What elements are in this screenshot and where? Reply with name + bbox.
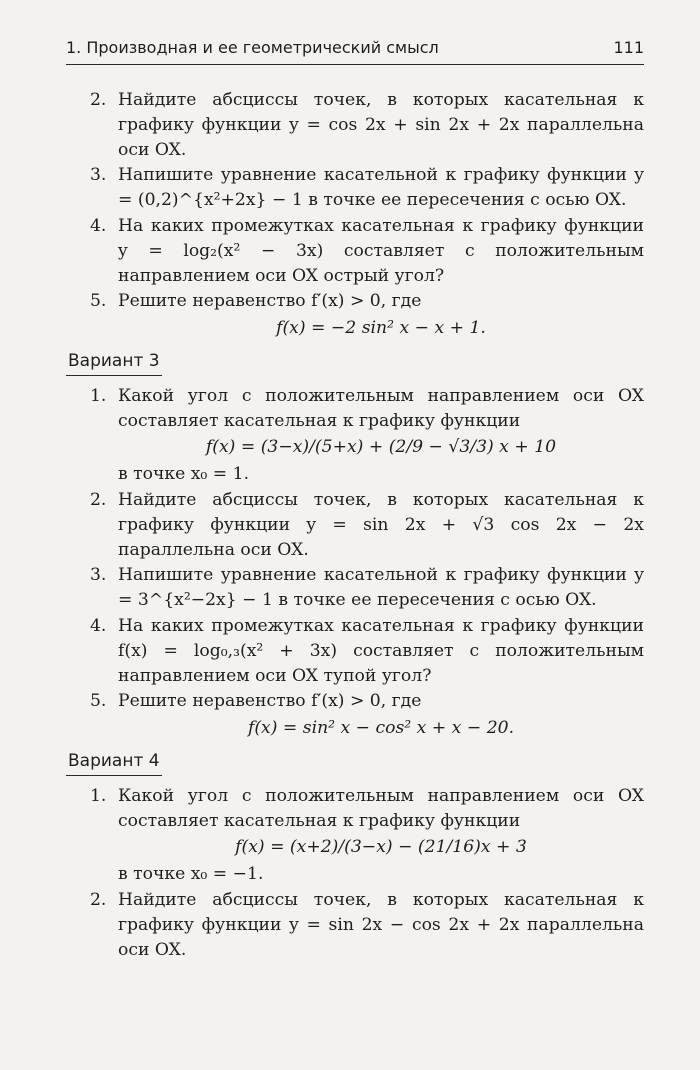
task-number: 3.	[90, 165, 107, 186]
task-number: 5.	[90, 291, 107, 312]
task-text: На каких промежутках касательная к графику функции f(x) = log₀,₃(x² + 3x) составляет с положительным направлением оси OX тупой угол?	[118, 615, 644, 686]
task-number: 5.	[90, 691, 107, 712]
task-a-5	[66, 289, 644, 341]
task-a-3	[66, 163, 644, 213]
task-v4-2	[66, 888, 644, 962]
task-point: в точке x₀ = −1.	[118, 864, 264, 885]
page-content	[66, 88, 644, 963]
task-text: Какой угол с положительным направлением оси OX составляет касательная к графику функции	[118, 785, 644, 831]
task-v3-3	[66, 563, 644, 613]
task-number: 2.	[90, 90, 107, 110]
task-text: На каких промежутках касательная к графику функции y = log₂(x² − 3x) составляет с положительным направлением оси OX острый угол?	[118, 215, 644, 286]
task-v3-1	[66, 384, 644, 487]
task-number: 2.	[90, 889, 107, 910]
task-text: Найдите абсциссы точек, в которых касательная к графику функции y = sin 2x − cos 2x + 2x параллельна оси OX.	[118, 889, 644, 960]
task-number: 3.	[90, 565, 107, 586]
variant-heading: Вариант 3	[66, 349, 162, 376]
task-v3-2	[66, 488, 644, 562]
task-number: 4.	[90, 615, 107, 636]
task-number: 1.	[90, 785, 107, 806]
task-text: Напишите уравнение касательной к графику функции y = 3^{x²−2x} − 1 в точке ее пересечения с осью OX.	[118, 565, 644, 611]
task-text: Найдите абсциссы точек, в которых касательная к графику функции y = cos 2x + sin 2x + 2x параллельна оси OX.	[118, 90, 644, 160]
task-text: Какой угол с положительным направлением оси OX составляет касательная к графику функции	[118, 385, 644, 431]
task-number: 2.	[90, 489, 107, 510]
task-formula: f(x) = (3−x)/(5+x) + (2/9 − √3/3) x + 10	[205, 437, 557, 458]
variant-heading: Вариант 4	[66, 749, 162, 776]
task-a-4	[66, 214, 644, 288]
task-formula: f(x) = −2 sin² x − x + 1.	[276, 318, 486, 339]
page-number: 111	[613, 38, 644, 57]
chapter-title: 1. Производная и ее геометрический смысл	[66, 38, 439, 57]
task-a-2	[66, 88, 644, 162]
running-head	[66, 34, 644, 65]
task-point: в точке x₀ = 1.	[118, 464, 250, 485]
task-formula: f(x) = (x+2)/(3−x) − (21/16)x + 3	[235, 837, 527, 858]
task-text: Решите неравенство f′(x) > 0, где	[118, 291, 422, 312]
task-text: Напишите уравнение касательной к графику функции y = (0,2)^{x²+2x} − 1 в точке ее пересечения с осью OX.	[118, 165, 644, 211]
task-formula: f(x) = sin² x − cos² x + x − 20.	[247, 718, 515, 739]
task-v4-1	[66, 784, 644, 887]
task-number: 4.	[90, 215, 107, 236]
task-v3-4	[66, 614, 644, 688]
task-text: Найдите абсциссы точек, в которых касательная к графику функции y = sin 2x + √3 cos 2x − 2x параллельна оси OX.	[118, 489, 644, 560]
task-number: 1.	[90, 385, 107, 406]
task-v3-5	[66, 689, 644, 741]
task-text: Решите неравенство f′(x) > 0, где	[118, 691, 422, 712]
